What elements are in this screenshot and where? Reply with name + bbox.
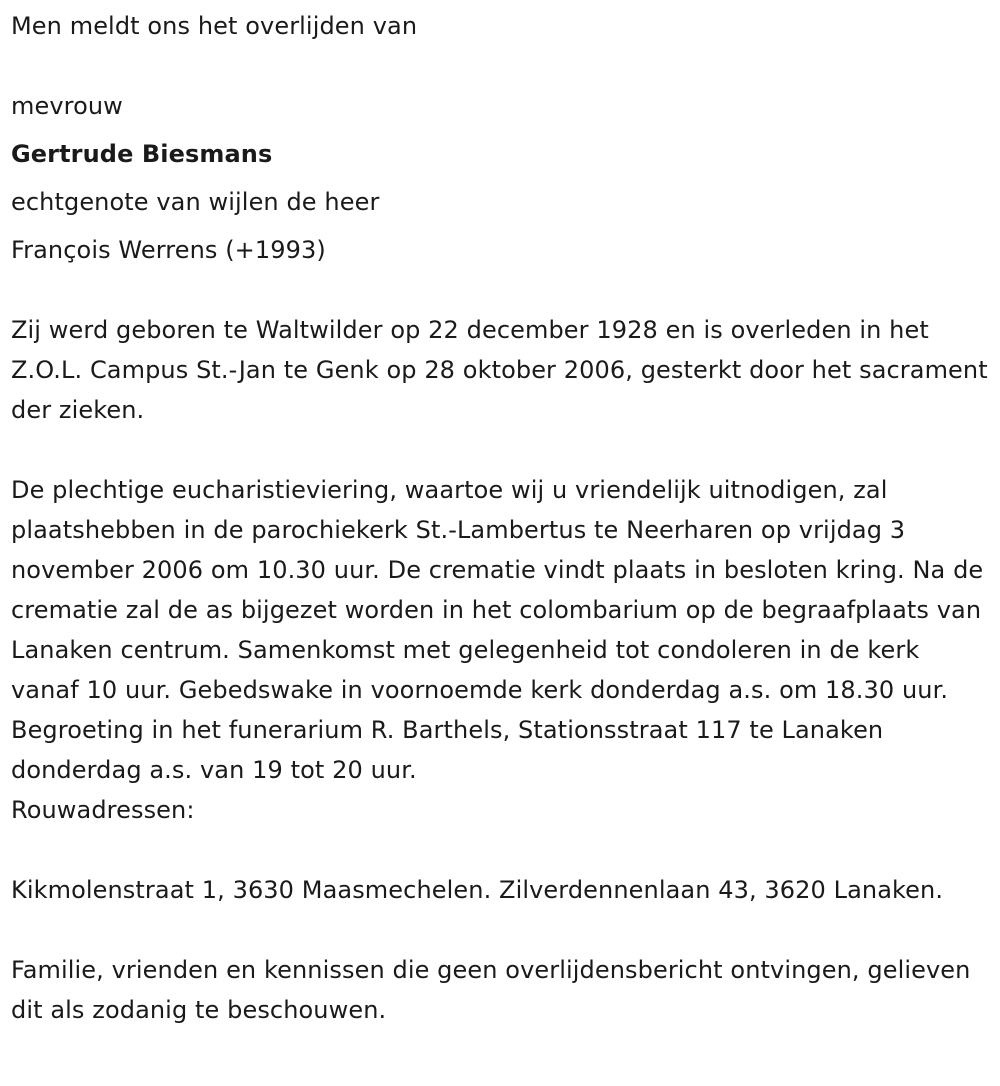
birth-death-paragraph: Zij werd geboren te Waltwilder op 22 december 1928 en is overleden in het Z.O.L. Campus St.-Jan te Genk op 28 oktober 2006, gesterkt door het sacrament der zieken. xyxy=(11,316,988,424)
relation-line: echtgenote van wijlen de heer xyxy=(11,188,380,216)
ceremony-paragraph: De plechtige eucharistieviering, waartoe wij u vriendelijk uitnodigen, zal plaatshebben in de parochiekerk St.-Lambertus te Neerharen op vrijdag 3 november 2006 om 10.30 uur. De crematie vindt plaats in besloten kring. Na de crematie zal de as bijgezet worden in het colombarium op de begraafplaats van Lanaken centrum. Samenkomst met gelegenheid tot condoleren in de kerk vanaf 10 uur. Gebedswake in voornoemde kerk donderdag a.s. om 18.30 uur. Begroeting in het funerarium R. Barthels, Stationsstraat 117 te Lanaken donderdag a.s. van 19 tot 20 uur. xyxy=(11,476,984,784)
addresses-label: Rouwadressen: xyxy=(11,796,195,824)
spacer xyxy=(11,830,989,870)
addresses-paragraph: Kikmolenstraat 1, 3630 Maasmechelen. Zilverdennenlaan 43, 3620 Lanaken. xyxy=(11,876,944,904)
closing-paragraph: Familie, vrienden en kennissen die geen overlijdensbericht ontvingen, gelieven dit als zodanig te beschouwen. xyxy=(11,956,971,1024)
obituary-notice xyxy=(11,6,989,1030)
spacer xyxy=(11,46,989,86)
spouse-line: François Werrens (+1993) xyxy=(11,236,326,264)
deceased-name-text: Gertrude Biesmans xyxy=(11,140,273,168)
intro-line: Men meldt ons het overlijden van xyxy=(11,12,418,40)
deceased-name xyxy=(11,134,989,174)
honorific: mevrouw xyxy=(11,92,123,120)
spacer xyxy=(11,270,989,310)
spacer xyxy=(11,910,989,950)
spacer xyxy=(11,430,989,470)
